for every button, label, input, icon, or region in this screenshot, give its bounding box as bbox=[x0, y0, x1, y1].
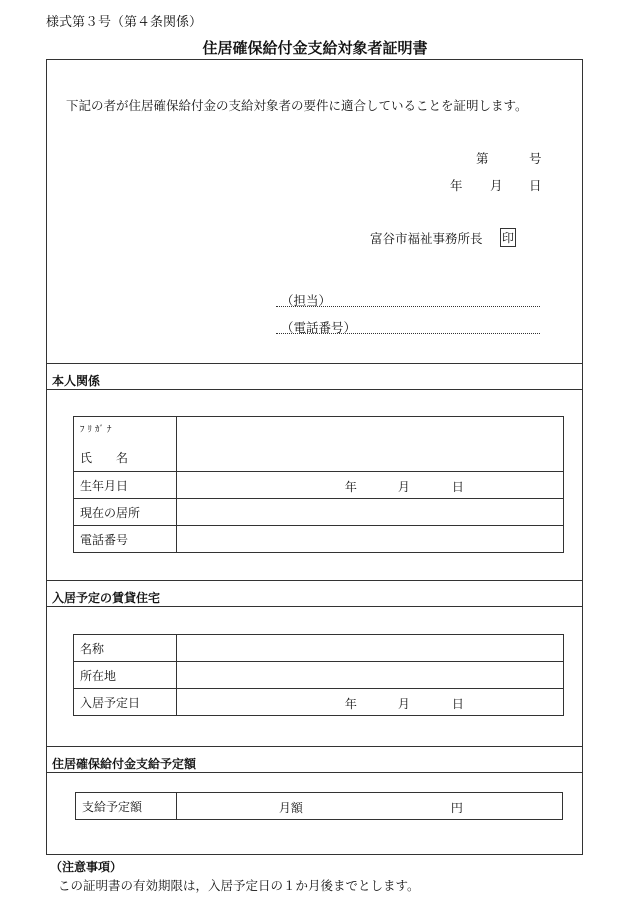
amount-label: 支給予定額 bbox=[76, 793, 177, 820]
section-divider bbox=[46, 606, 583, 607]
section-divider bbox=[46, 580, 583, 581]
move-year-label: 年 bbox=[344, 697, 357, 711]
phone-label: 電話番号 bbox=[74, 526, 177, 553]
table-row bbox=[74, 417, 564, 472]
section-title-housing: 入居予定の賃貸住宅 bbox=[52, 591, 161, 605]
number-suffix: 号 bbox=[529, 151, 542, 166]
section-divider bbox=[46, 363, 583, 364]
table-row bbox=[74, 689, 564, 716]
name-label: 氏 名 bbox=[80, 451, 129, 465]
amount-table bbox=[75, 792, 563, 820]
table-row bbox=[76, 793, 563, 820]
number-prefix: 第 bbox=[476, 151, 489, 166]
housing-location-label: 所在地 bbox=[74, 662, 177, 689]
notes-text: この証明書の有効期限は，入居予定日の１か月後までとします。 bbox=[58, 878, 420, 893]
section-title-person: 本人関係 bbox=[52, 374, 101, 388]
date-year-label: 年 bbox=[450, 178, 463, 193]
housing-name-label: 名称 bbox=[74, 635, 177, 662]
section-title-amount: 住居確保給付金支給予定額 bbox=[52, 757, 197, 771]
table-row bbox=[74, 499, 564, 526]
birthdate-input-cell[interactable] bbox=[176, 472, 563, 499]
person-table bbox=[73, 416, 564, 553]
move-day-label: 日 bbox=[451, 697, 464, 711]
date-month-label: 月 bbox=[490, 178, 503, 193]
furigana-label: ﾌﾘｶﾞﾅ bbox=[80, 425, 115, 435]
certification-statement: 下記の者が住居確保給付金の支給対象者の要件に適合していることを証明します。 bbox=[66, 98, 528, 113]
birthdate-label: 生年月日 bbox=[74, 472, 177, 499]
issuer-name: 富谷市福祉事務所長 bbox=[370, 231, 483, 246]
housing-table bbox=[73, 634, 564, 716]
contact-phone-line bbox=[276, 333, 540, 334]
address-input-cell[interactable] bbox=[176, 499, 563, 526]
contact-person-label: （担当） bbox=[281, 293, 332, 308]
move-month-label: 月 bbox=[397, 697, 410, 711]
date-day-label: 日 bbox=[529, 178, 542, 193]
section-divider bbox=[46, 746, 583, 747]
section-divider bbox=[46, 772, 583, 773]
table-row bbox=[74, 662, 564, 689]
phone-input-cell[interactable] bbox=[176, 526, 563, 553]
contact-phone-label: （電話番号） bbox=[281, 320, 357, 335]
furigana-name-label-cell bbox=[74, 417, 177, 472]
birth-day-label: 日 bbox=[451, 480, 464, 494]
monthly-label: 月額 bbox=[278, 801, 303, 815]
housing-name-input-cell[interactable] bbox=[176, 635, 563, 662]
address-label: 現在の居所 bbox=[74, 499, 177, 526]
document-title: 住居確保給付金支給対象者証明書 bbox=[202, 39, 428, 57]
move-in-date-label: 入居予定日 bbox=[74, 689, 177, 716]
birth-year-label: 年 bbox=[344, 480, 357, 494]
form-reference: 様式第３号（第４条関係） bbox=[46, 15, 203, 30]
amount-input-cell[interactable] bbox=[176, 793, 562, 820]
yen-label: 円 bbox=[450, 801, 463, 815]
housing-location-input-cell[interactable] bbox=[176, 662, 563, 689]
table-row bbox=[74, 526, 564, 553]
birth-month-label: 月 bbox=[397, 480, 410, 494]
table-row bbox=[74, 635, 564, 662]
name-input-cell[interactable] bbox=[176, 417, 563, 472]
notes-title: （注意事項） bbox=[50, 860, 123, 874]
contact-person-line bbox=[276, 306, 540, 307]
section-divider bbox=[46, 389, 583, 390]
seal-mark: 印 bbox=[500, 228, 516, 247]
table-row bbox=[74, 472, 564, 499]
move-in-date-input-cell[interactable] bbox=[176, 689, 563, 716]
